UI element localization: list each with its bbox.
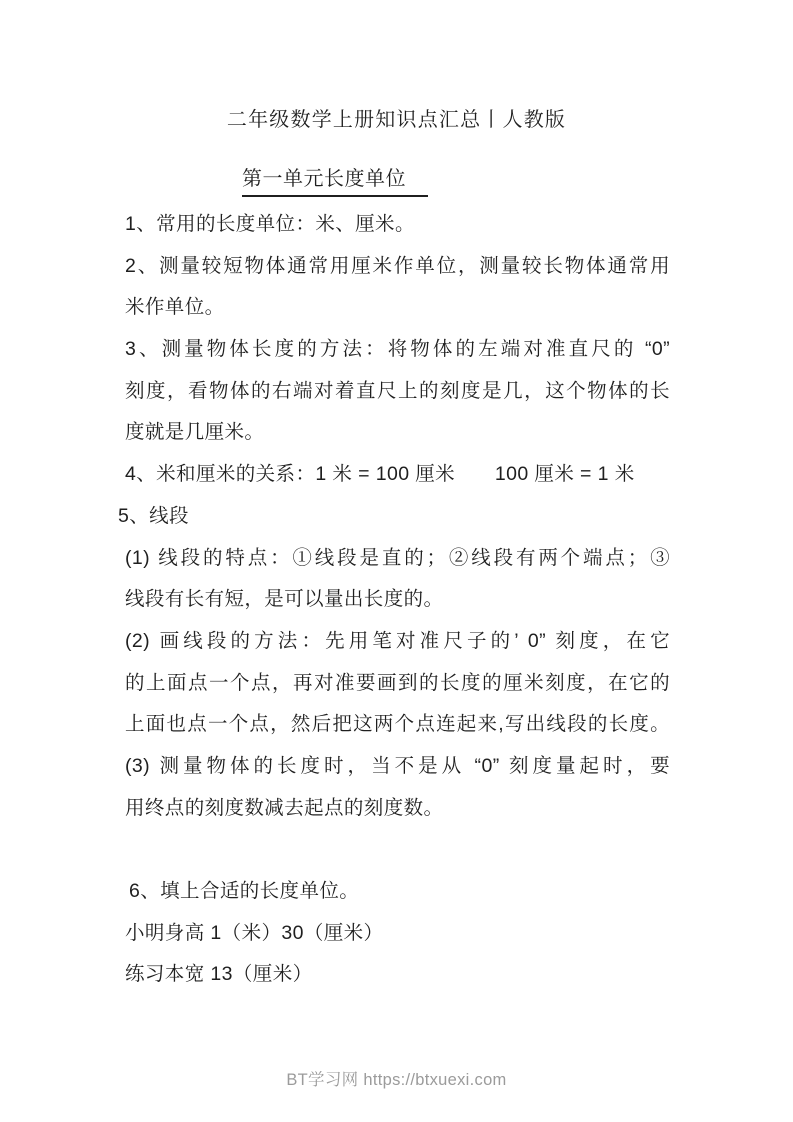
document-line: 6、填上合适的长度单位。	[129, 880, 360, 902]
document-line: 5、线段	[118, 504, 189, 527]
document-line: 1、常用的长度单位：米、厘米。	[125, 213, 415, 235]
section-heading: 第一单元长度单位	[242, 162, 428, 197]
document-line: 线段有长有短，是可以量出长度的。	[125, 588, 444, 611]
document-line: 的上面点一个点，再对准要画到的长度的厘米刻度，在它的	[125, 671, 670, 694]
document-line: 小明身高 1（米）30（厘米）	[125, 921, 384, 944]
document-line: 4、米和厘米的关系：1 米 = 100 厘米 100 厘米 = 1 米	[125, 463, 635, 486]
document-line: 3、测量物体长度的方法：将物体的左端对准直尺的 “0”	[125, 338, 670, 361]
document-body	[118, 204, 670, 996]
document-line: 刻度，看物体的右端对着直尺上的刻度是几，这个物体的长	[125, 379, 670, 402]
document-line: 用终点的刻度数减去起点的刻度数。	[125, 796, 444, 819]
document-line: (2) 画线段的方法：先用笔对准尺子的’ 0” 刻度，在它	[125, 629, 670, 652]
footer-watermark: BT学习网 https://btxuexi.com	[286, 1071, 507, 1089]
document-line: 练习本宽 13（厘米）	[125, 963, 313, 986]
document-line: 上面也点一个点，然后把这两个点连起来,写出线段的长度。	[125, 713, 670, 736]
document-line: 度就是几厘米。	[125, 421, 265, 444]
document-line: 2、测量较短物体通常用厘米作单位，测量较长物体通常用	[125, 254, 670, 277]
document-line: (1) 线段的特点：①线段是直的；②线段有两个端点；③	[125, 546, 670, 569]
document-line: 米作单位。	[125, 296, 225, 319]
document-title: 二年级数学上册知识点汇总丨人教版	[226, 109, 567, 131]
document-line	[125, 829, 670, 871]
document-line: (3) 测量物体的长度时，当不是从 “0” 刻度量起时，要	[125, 754, 670, 777]
